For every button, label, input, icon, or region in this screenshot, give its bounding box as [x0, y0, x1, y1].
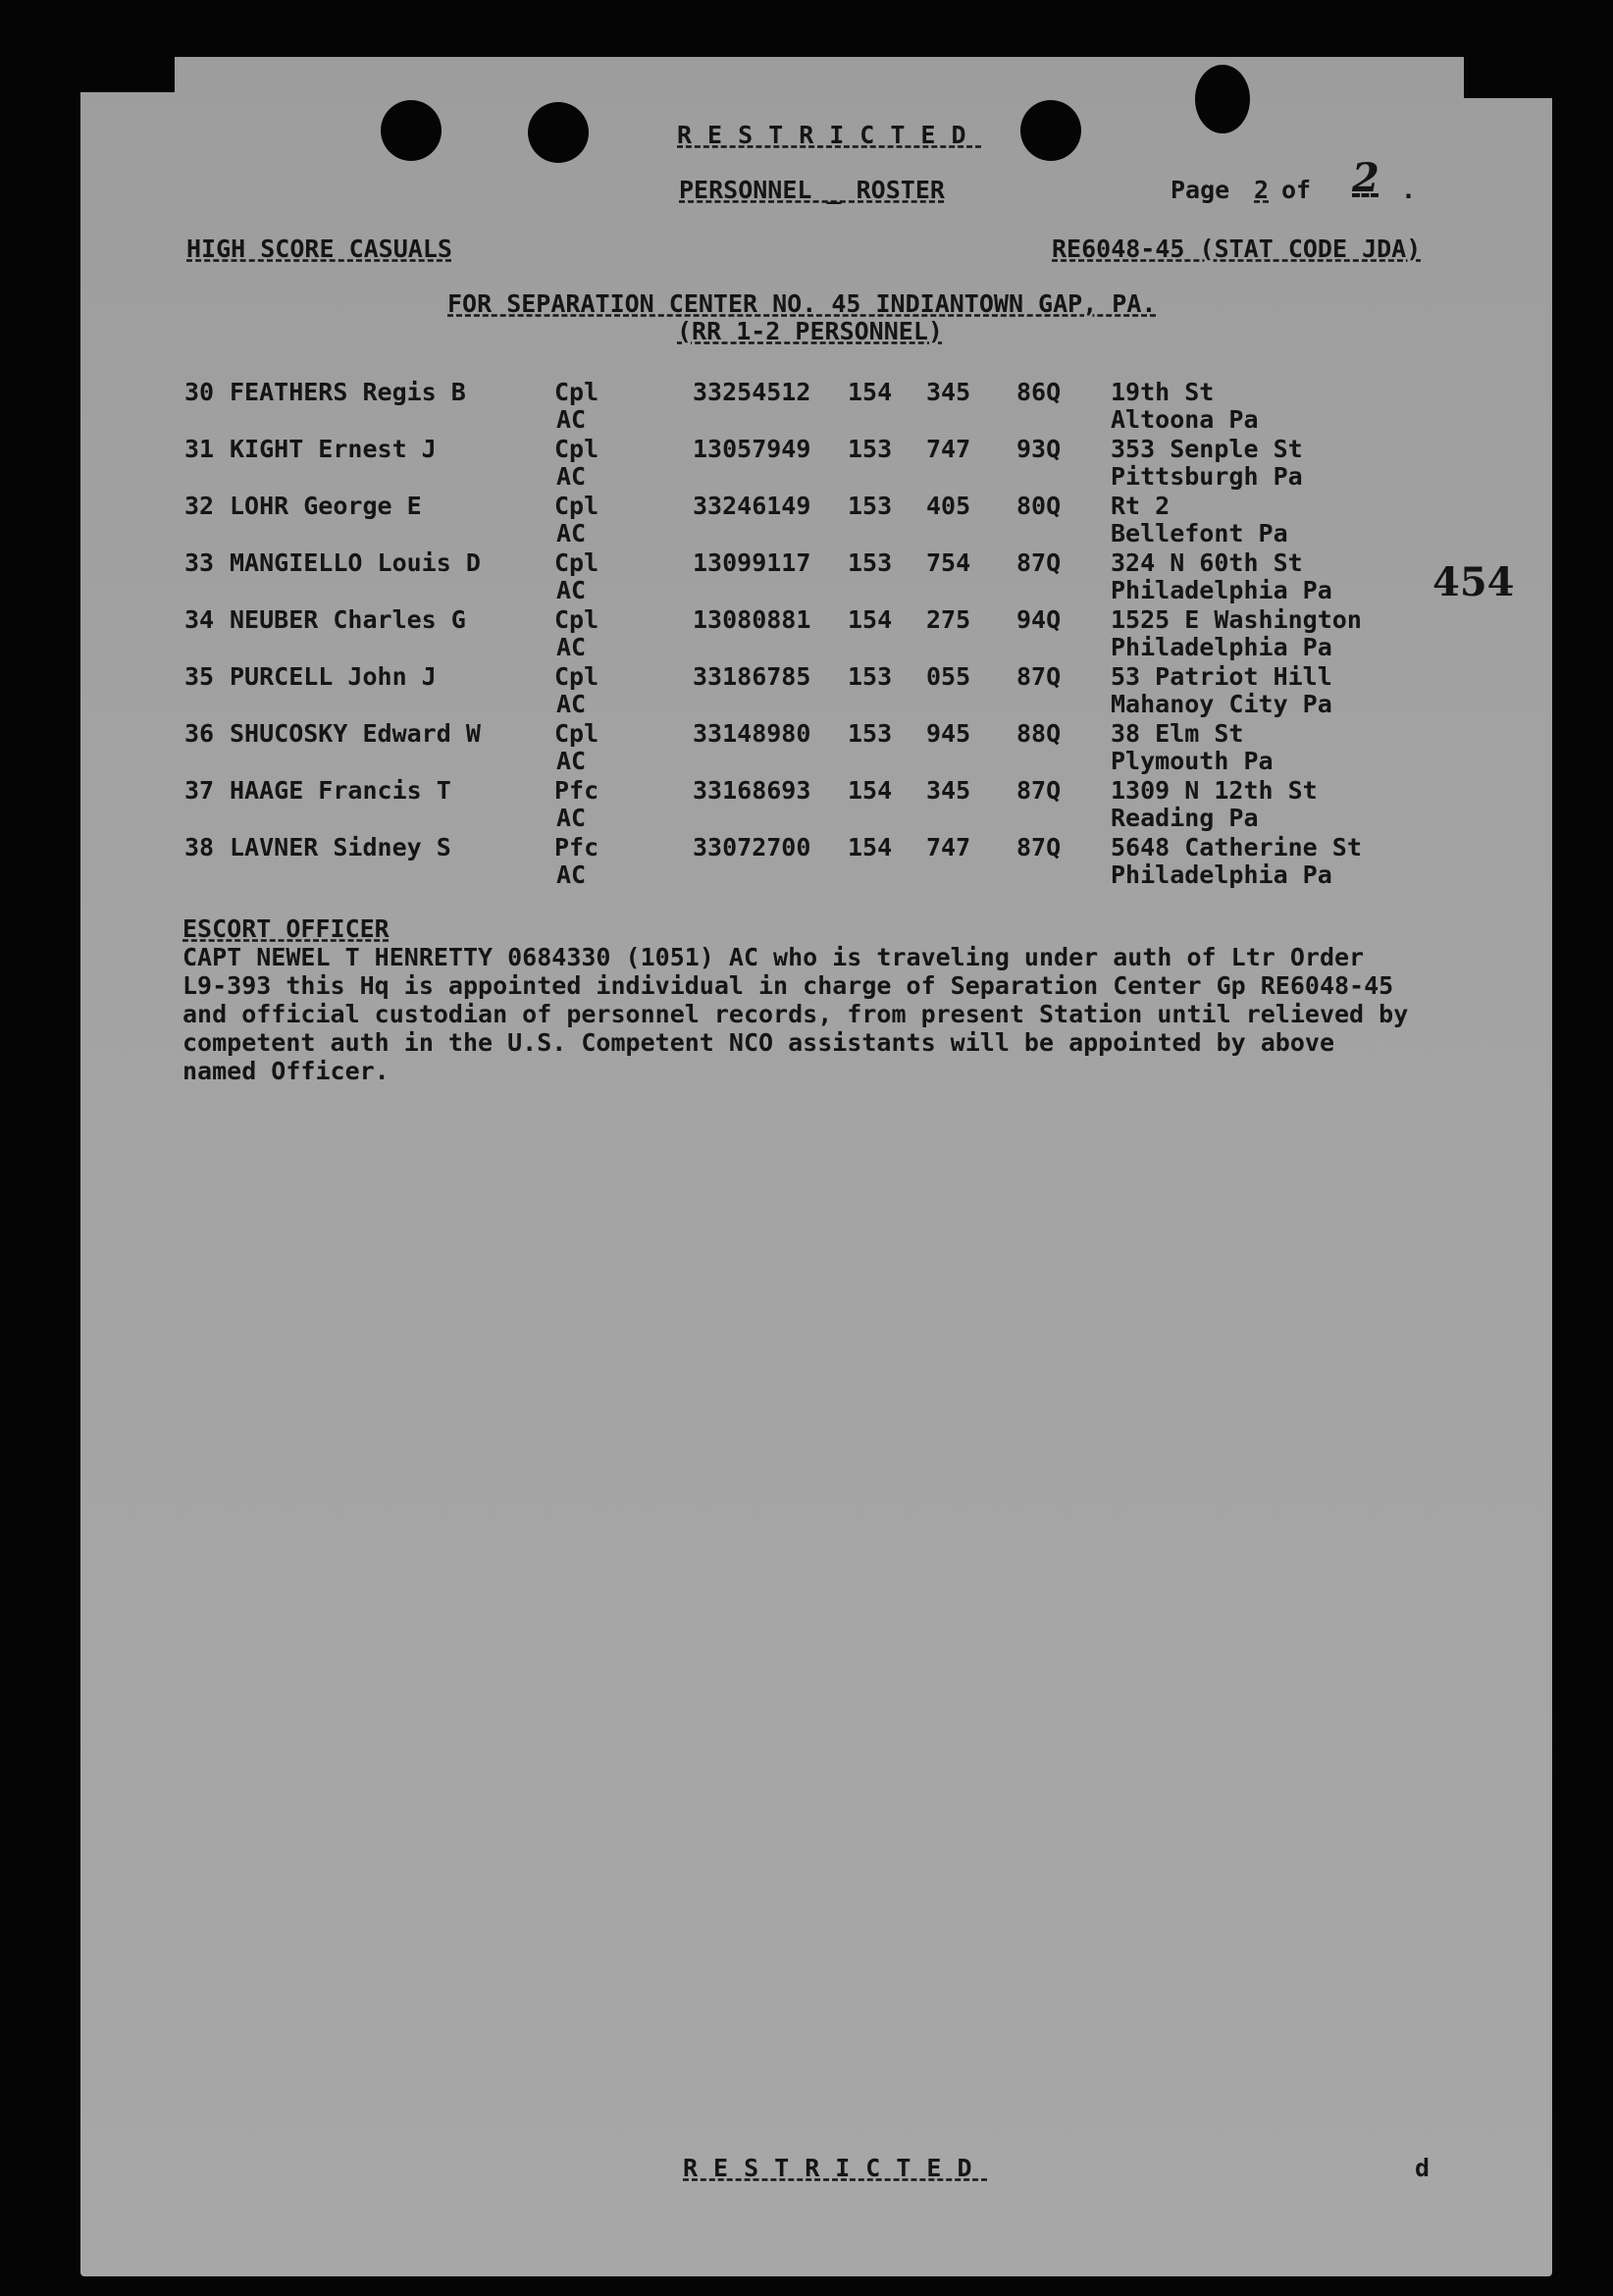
row-rank: Cpl [554, 719, 599, 748]
row-number: 30 [184, 378, 215, 406]
row-number: 38 [184, 833, 215, 861]
table-row [0, 436, 1613, 493]
row-number: 33 [184, 548, 215, 577]
row-serial: 33168693 [693, 776, 811, 805]
row-address-1: 324 N 60th St [1111, 548, 1303, 577]
row-number: 35 [184, 662, 215, 691]
row-address-1: 5648 Catherine St [1111, 833, 1362, 861]
row-branch: AC [556, 804, 587, 832]
punch-hole [528, 102, 589, 163]
binder-tab-right [1464, 57, 1552, 98]
row-serial: 13080881 [693, 605, 811, 634]
row-branch: AC [556, 861, 587, 889]
punch-hole [1020, 100, 1081, 161]
row-rank: Cpl [554, 435, 599, 463]
group-code: RE6048-45 (STAT CODE JDA) [1052, 235, 1422, 263]
row-address-2: Bellefont Pa [1111, 519, 1288, 548]
row-rank: Cpl [554, 378, 599, 406]
row-score: 87Q [1016, 776, 1062, 805]
row-score: 93Q [1016, 435, 1062, 463]
table-row [0, 493, 1613, 549]
row-address-1: 53 Patriot Hill [1111, 662, 1332, 691]
corner-mark: d [1415, 2154, 1431, 2182]
row-name: MANGIELLO Louis D [230, 548, 481, 577]
punch-hole [381, 100, 442, 161]
roster-title: PERSONNEL _ ROSTER [679, 176, 945, 204]
row-serial: 13057949 [693, 435, 811, 463]
row-score: 87Q [1016, 662, 1062, 691]
row-name: LOHR George E [230, 492, 422, 520]
stamp-number: 454 [1432, 559, 1515, 605]
row-number: 32 [184, 492, 215, 520]
page-total: 2 [1352, 155, 1379, 201]
table-row [0, 720, 1613, 777]
row-branch: AC [556, 690, 587, 718]
row-code-1: 154 [848, 378, 893, 406]
row-name: PURCELL John J [230, 662, 437, 691]
row-serial: 33254512 [693, 378, 811, 406]
row-code-1: 154 [848, 605, 893, 634]
escort-paragraph: CAPT NEWEL T HENRETTY 0684330 (1051) AC who is traveling under auth of Ltr Order L9-393 this Hq is appointed individual in charge of Separation Center Gp RE6048-45 and official custodian of personnel records, from present Station until relieved by competent auth in the U.S. Competent NCO assistants will be appointed by above named Officer. [182, 943, 1409, 1085]
row-score: 88Q [1016, 719, 1062, 748]
row-code-2: 055 [926, 662, 971, 691]
row-serial: 33148980 [693, 719, 811, 748]
page-label: Page [1171, 176, 1230, 204]
row-code-1: 153 [848, 719, 893, 748]
row-score: 94Q [1016, 605, 1062, 634]
row-address-2: Mahanoy City Pa [1111, 690, 1332, 718]
row-branch: AC [556, 633, 587, 661]
page-of-label: of [1281, 176, 1312, 204]
row-name: NEUBER Charles G [230, 605, 466, 634]
destination-line: FOR SEPARATION CENTER NO. 45 INDIANTOWN GAP, PA. [447, 289, 1157, 318]
row-serial: 33072700 [693, 833, 811, 861]
table-row [0, 663, 1613, 720]
row-code-1: 154 [848, 776, 893, 805]
row-branch: AC [556, 405, 587, 434]
row-rank: Pfc [554, 833, 599, 861]
row-number: 34 [184, 605, 215, 634]
row-score: 86Q [1016, 378, 1062, 406]
row-address-1: 1525 E Washington [1111, 605, 1362, 634]
binder-tab-left [80, 57, 175, 92]
row-serial: 33186785 [693, 662, 811, 691]
row-score: 80Q [1016, 492, 1062, 520]
subgroup-line: (RR 1-2 PERSONNEL) [677, 317, 943, 345]
row-name: SHUCOSKY Edward W [230, 719, 481, 748]
row-name: LAVNER Sidney S [230, 833, 451, 861]
row-address-2: Philadelphia Pa [1111, 576, 1332, 604]
row-code-2: 754 [926, 548, 971, 577]
unit-name: HIGH SCORE CASUALS [186, 235, 452, 263]
row-score: 87Q [1016, 548, 1062, 577]
punch-hole [1195, 65, 1250, 133]
row-address-2: Philadelphia Pa [1111, 861, 1332, 889]
row-code-2: 345 [926, 776, 971, 805]
row-branch: AC [556, 462, 587, 491]
table-row [0, 379, 1613, 436]
page-total-period: . [1401, 176, 1417, 204]
row-rank: Cpl [554, 662, 599, 691]
row-address-1: 19th St [1111, 378, 1215, 406]
row-address-2: Plymouth Pa [1111, 747, 1274, 775]
row-address-1: 353 Senple St [1111, 435, 1303, 463]
row-address-1: 38 Elm St [1111, 719, 1244, 748]
table-row [0, 777, 1613, 834]
row-address-1: Rt 2 [1111, 492, 1171, 520]
table-row [0, 834, 1613, 891]
row-address-2: Pittsburgh Pa [1111, 462, 1303, 491]
row-name: HAAGE Francis T [230, 776, 451, 805]
row-branch: AC [556, 747, 587, 775]
row-serial: 33246149 [693, 492, 811, 520]
row-rank: Cpl [554, 605, 599, 634]
row-rank: Cpl [554, 548, 599, 577]
table-row [0, 549, 1613, 606]
row-name: KIGHT Ernest J [230, 435, 437, 463]
escort-heading: ESCORT OFFICER [182, 914, 390, 943]
page-number: 2 [1254, 176, 1270, 204]
row-rank: Cpl [554, 492, 599, 520]
row-name: FEATHERS Regis B [230, 378, 466, 406]
row-code-1: 154 [848, 833, 893, 861]
row-address-2: Reading Pa [1111, 804, 1259, 832]
row-number: 37 [184, 776, 215, 805]
row-number: 31 [184, 435, 215, 463]
row-code-2: 345 [926, 378, 971, 406]
row-score: 87Q [1016, 833, 1062, 861]
row-rank: Pfc [554, 776, 599, 805]
row-code-2: 747 [926, 833, 971, 861]
row-address-2: Philadelphia Pa [1111, 633, 1332, 661]
restricted-header: RESTRICTED [677, 121, 982, 149]
row-code-2: 747 [926, 435, 971, 463]
table-row [0, 606, 1613, 663]
row-branch: AC [556, 519, 587, 548]
row-code-2: 945 [926, 719, 971, 748]
row-code-2: 405 [926, 492, 971, 520]
row-code-1: 153 [848, 662, 893, 691]
row-code-2: 275 [926, 605, 971, 634]
row-address-1: 1309 N 12th St [1111, 776, 1318, 805]
row-serial: 13099117 [693, 548, 811, 577]
row-address-2: Altoona Pa [1111, 405, 1259, 434]
row-code-1: 153 [848, 492, 893, 520]
restricted-footer: RESTRICTED [683, 2154, 988, 2182]
row-code-1: 153 [848, 435, 893, 463]
row-code-1: 153 [848, 548, 893, 577]
row-branch: AC [556, 576, 587, 604]
row-number: 36 [184, 719, 215, 748]
